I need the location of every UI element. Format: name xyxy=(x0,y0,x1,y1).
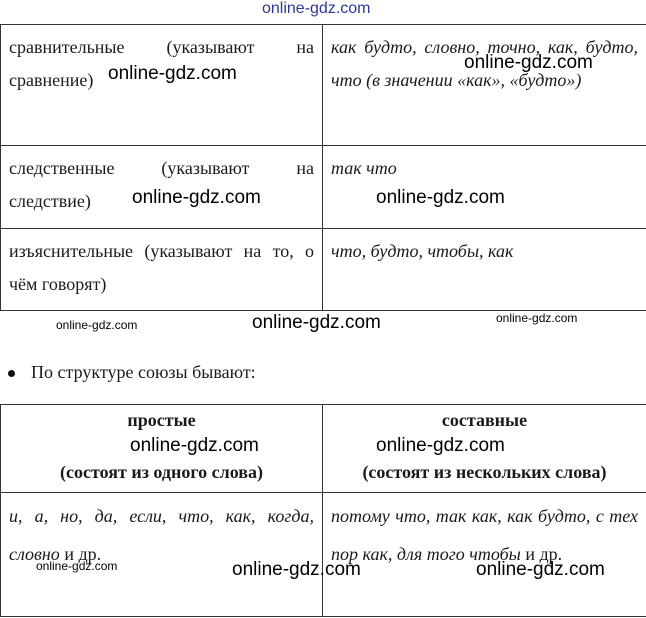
examples-text: и, а, но, да, если, что, как, когда, словно xyxy=(9,506,314,564)
watermark: online-gdz.com xyxy=(376,435,505,456)
watermark: online-gdz.com xyxy=(132,187,261,208)
conjunctions-cell: что, будто, чтобы, как xyxy=(323,229,646,311)
watermark: online-gdz.com xyxy=(130,435,259,456)
top-watermark: online-gdz.com xyxy=(262,0,371,17)
conjunction-structure-table xyxy=(0,404,646,617)
watermark: online-gdz.com xyxy=(496,311,578,325)
etc-text: и др. xyxy=(59,544,102,564)
examples-text: потому что, так как, как будто, с тех пор как, для того чтобы xyxy=(331,506,638,564)
watermark: online-gdz.com xyxy=(108,63,237,84)
watermark: online-gdz.com xyxy=(36,559,118,573)
bullet-item xyxy=(8,360,256,384)
conjunctions-cell: так что xyxy=(323,146,646,229)
simple-conjunctions-cell xyxy=(1,493,323,617)
header-title: простые xyxy=(127,410,196,430)
type-label-cell: следственные (указывают на следствие) xyxy=(1,146,323,229)
watermark: online-gdz.com xyxy=(56,318,138,332)
watermark: online-gdz.com xyxy=(464,52,593,73)
bullet-dot-icon xyxy=(8,370,15,377)
table-row xyxy=(1,146,646,229)
table-row xyxy=(1,493,646,617)
table-row xyxy=(1,229,646,311)
conjunctions-cell: как будто, словно, точно, как, будто, что (в значении «как», «будто») xyxy=(323,25,646,146)
header-subtitle: (состоят из нескольких слова) xyxy=(362,462,607,482)
table-row xyxy=(1,25,646,146)
watermark: online-gdz.com xyxy=(376,187,505,208)
compound-conjunctions-cell xyxy=(323,493,646,617)
bullet-text: По структуре союзы бывают: xyxy=(31,362,256,382)
etc-text: и др. xyxy=(520,544,563,564)
header-subtitle: (состоят из одного слова) xyxy=(60,462,263,482)
watermark: online-gdz.com xyxy=(232,559,361,580)
watermark: online-gdz.com xyxy=(476,559,605,580)
header-title: составные xyxy=(441,410,528,430)
type-label-cell: сравнительные (указывают на сравнение) xyxy=(1,25,323,146)
watermark: online-gdz.com xyxy=(252,312,381,333)
type-label-cell: изъяснительные (указывают на то, о чём говорят) xyxy=(1,229,323,311)
header-row xyxy=(1,405,646,493)
